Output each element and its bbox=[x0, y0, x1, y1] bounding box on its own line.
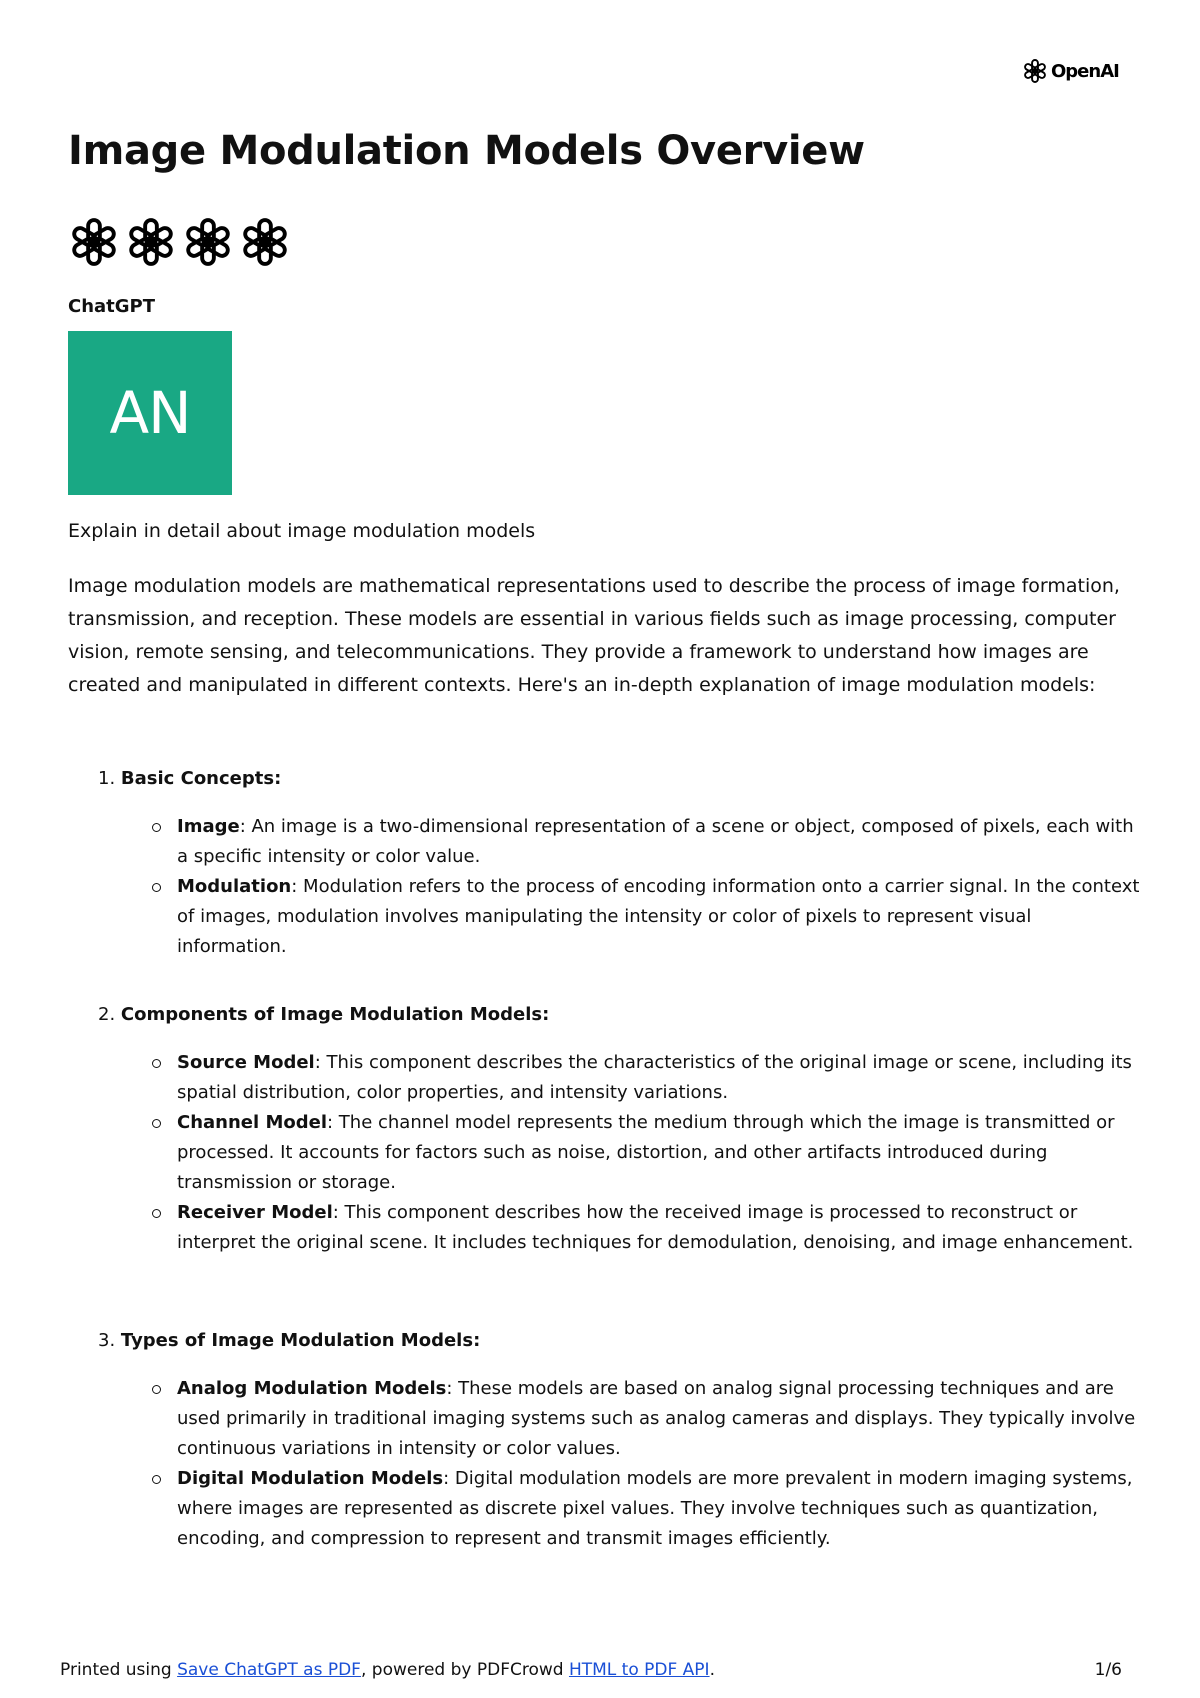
item-term: Receiver Model bbox=[177, 1202, 333, 1223]
section-number: 2. bbox=[98, 1004, 116, 1025]
save-chatgpt-pdf-link[interactable]: Save ChatGPT as PDF bbox=[177, 1660, 361, 1680]
openai-logo-icon bbox=[182, 216, 234, 268]
html-to-pdf-api-link[interactable]: HTML to PDF API bbox=[568, 1660, 710, 1680]
item-text: : Modulation refers to the process of encoding information onto a carrier signal. In the context of images, modulation involves manipulating the intensity or color of pixels to represent visual information. bbox=[177, 876, 1140, 957]
item-text: : This component describes the characteristics of the original image or scene, including its spatial distribution, color properties, and intensity variations. bbox=[177, 1052, 1132, 1103]
section-heading: 3. Types of Image Modulation Models: bbox=[98, 1330, 481, 1351]
bullet-list bbox=[150, 812, 1140, 962]
item-text: : Digital modulation models are more prevalent in modern imaging systems, where images are represented as discrete pixel values. They involve techniques such as quantization, encoding, and compression to represent and transmit images efficiently. bbox=[177, 1468, 1133, 1549]
item-term: Modulation bbox=[177, 876, 292, 897]
section-number: 3. bbox=[98, 1330, 116, 1351]
section-heading: 2. Components of Image Modulation Models: bbox=[98, 1004, 550, 1025]
item-text: : This component describes how the received image is processed to reconstruct or interpret the original scene. It includes techniques for demodulation, denoising, and image enhancement. bbox=[177, 1202, 1134, 1253]
bullet-list bbox=[150, 1048, 1140, 1258]
list-item bbox=[150, 1464, 1140, 1554]
section-number: 1. bbox=[98, 768, 116, 789]
bullet-list bbox=[150, 1374, 1140, 1554]
item-text: : An image is a two-dimensional representation of a scene or object, composed of pixels, each with a specific intensity or color value. bbox=[177, 816, 1134, 867]
avatar-initials: AN bbox=[109, 379, 191, 447]
item-term: Source Model bbox=[177, 1052, 315, 1073]
section-title: Basic Concepts bbox=[120, 768, 275, 789]
section-title: Types of Image Modulation Models bbox=[120, 1330, 474, 1351]
footer-suffix: . bbox=[709, 1660, 715, 1680]
logo-row bbox=[68, 216, 291, 268]
brand-name: OpenAI bbox=[1051, 60, 1119, 82]
answer-intro: Image modulation models are mathematical representations used to describe the process of image formation, transmission, and reception. These models are essential in various fields such as image processing, computer vision, remote sensing, and telecommunications. They provide a framework to understand how images are created and manipulated in different contexts. Here's an in-depth explanation of image modulation models: bbox=[68, 575, 1120, 696]
section-title: Components of Image Modulation Models bbox=[120, 1004, 543, 1025]
list-item bbox=[150, 1108, 1140, 1198]
page-title: Image Modulation Models Overview bbox=[68, 128, 865, 174]
item-term: Digital Modulation Models bbox=[177, 1468, 444, 1489]
footer-prefix: Printed using bbox=[60, 1660, 178, 1680]
page-number: 1/6 bbox=[1094, 1660, 1122, 1680]
item-term: Channel Model bbox=[177, 1112, 327, 1133]
avatar bbox=[68, 331, 232, 495]
list-item bbox=[150, 1374, 1140, 1464]
list-item bbox=[150, 1048, 1140, 1108]
openai-logo-icon bbox=[239, 216, 291, 268]
author-name: ChatGPT bbox=[68, 296, 156, 317]
openai-logo-icon bbox=[125, 216, 177, 268]
section-heading: 1. Basic Concepts: bbox=[98, 768, 282, 789]
user-question: Explain in detail about image modulation models bbox=[68, 520, 536, 542]
list-item bbox=[150, 812, 1140, 872]
item-term: Analog Modulation Models bbox=[177, 1378, 447, 1399]
print-footer bbox=[60, 1660, 715, 1680]
item-text: : These models are based on analog signal processing techniques and are used primarily in traditional imaging systems such as analog cameras and displays. They typically involve continuous variations in intensity or color values. bbox=[177, 1378, 1136, 1459]
brand-header bbox=[1022, 58, 1119, 84]
list-item bbox=[150, 1198, 1140, 1258]
list-item bbox=[150, 872, 1140, 962]
openai-logo-icon bbox=[68, 216, 120, 268]
item-text: : The channel model represents the medium through which the image is transmitted or processed. It accounts for factors such as noise, distortion, and other artifacts introduced during transmission or storage. bbox=[177, 1112, 1115, 1193]
footer-middle: , powered by PDFCrowd bbox=[360, 1660, 569, 1680]
item-term: Image bbox=[177, 816, 240, 837]
openai-logo-icon bbox=[1022, 58, 1048, 84]
